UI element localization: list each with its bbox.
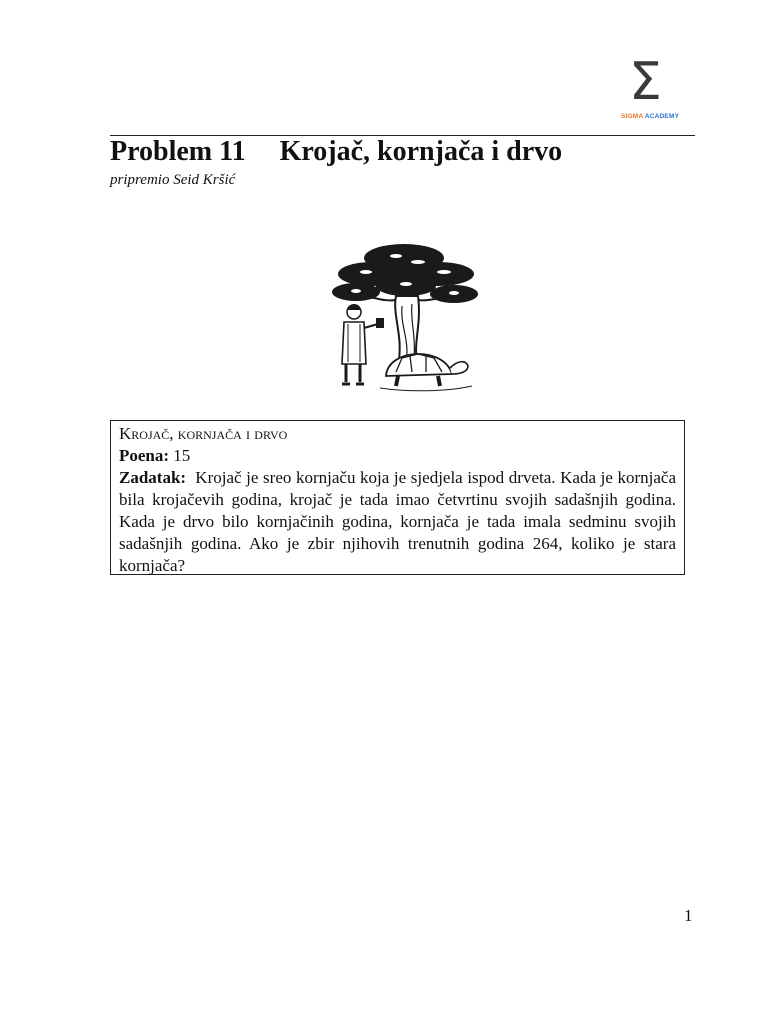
points-line — [119, 445, 676, 467]
problem-number: Problem 11 — [110, 136, 246, 167]
logo-text-sigma: SIGMA — [621, 113, 644, 120]
points-label: Poena: — [119, 446, 170, 465]
task-text: Krojač je sreo kornjaču koja je sjedjela ispod drveta. Kada je kornjača bila krojačevih godina, krojač je tada imao četvrtinu svojih sadašnjih godina. Kada je drvo bilo kornjačinih godina, kornjača je tada imala sedminu svojih sadašnjih godina. Ako je zbir njihovih trenutnih godina 264, koliko je stara kornjača? — [119, 468, 676, 575]
sigma-icon: Σ — [629, 52, 662, 112]
page-number: 1 — [684, 906, 693, 925]
logo-text — [621, 113, 679, 120]
problem-box — [110, 420, 685, 575]
task-label: Zadatak: — [119, 468, 187, 487]
tailor-tortoise-tree-illustration — [326, 236, 478, 396]
task-paragraph — [119, 467, 676, 577]
page-title — [110, 136, 562, 168]
sigma-academy-logo — [621, 52, 685, 124]
logo-text-academy: ACADEMY — [644, 113, 680, 120]
points-value: 15 — [173, 446, 191, 465]
problem-name: Krojač, kornjača i drvo — [279, 136, 563, 167]
box-title: Krojač, kornjača i drvo — [119, 424, 288, 443]
author-line: pripremio Seid Kršić — [110, 172, 236, 188]
